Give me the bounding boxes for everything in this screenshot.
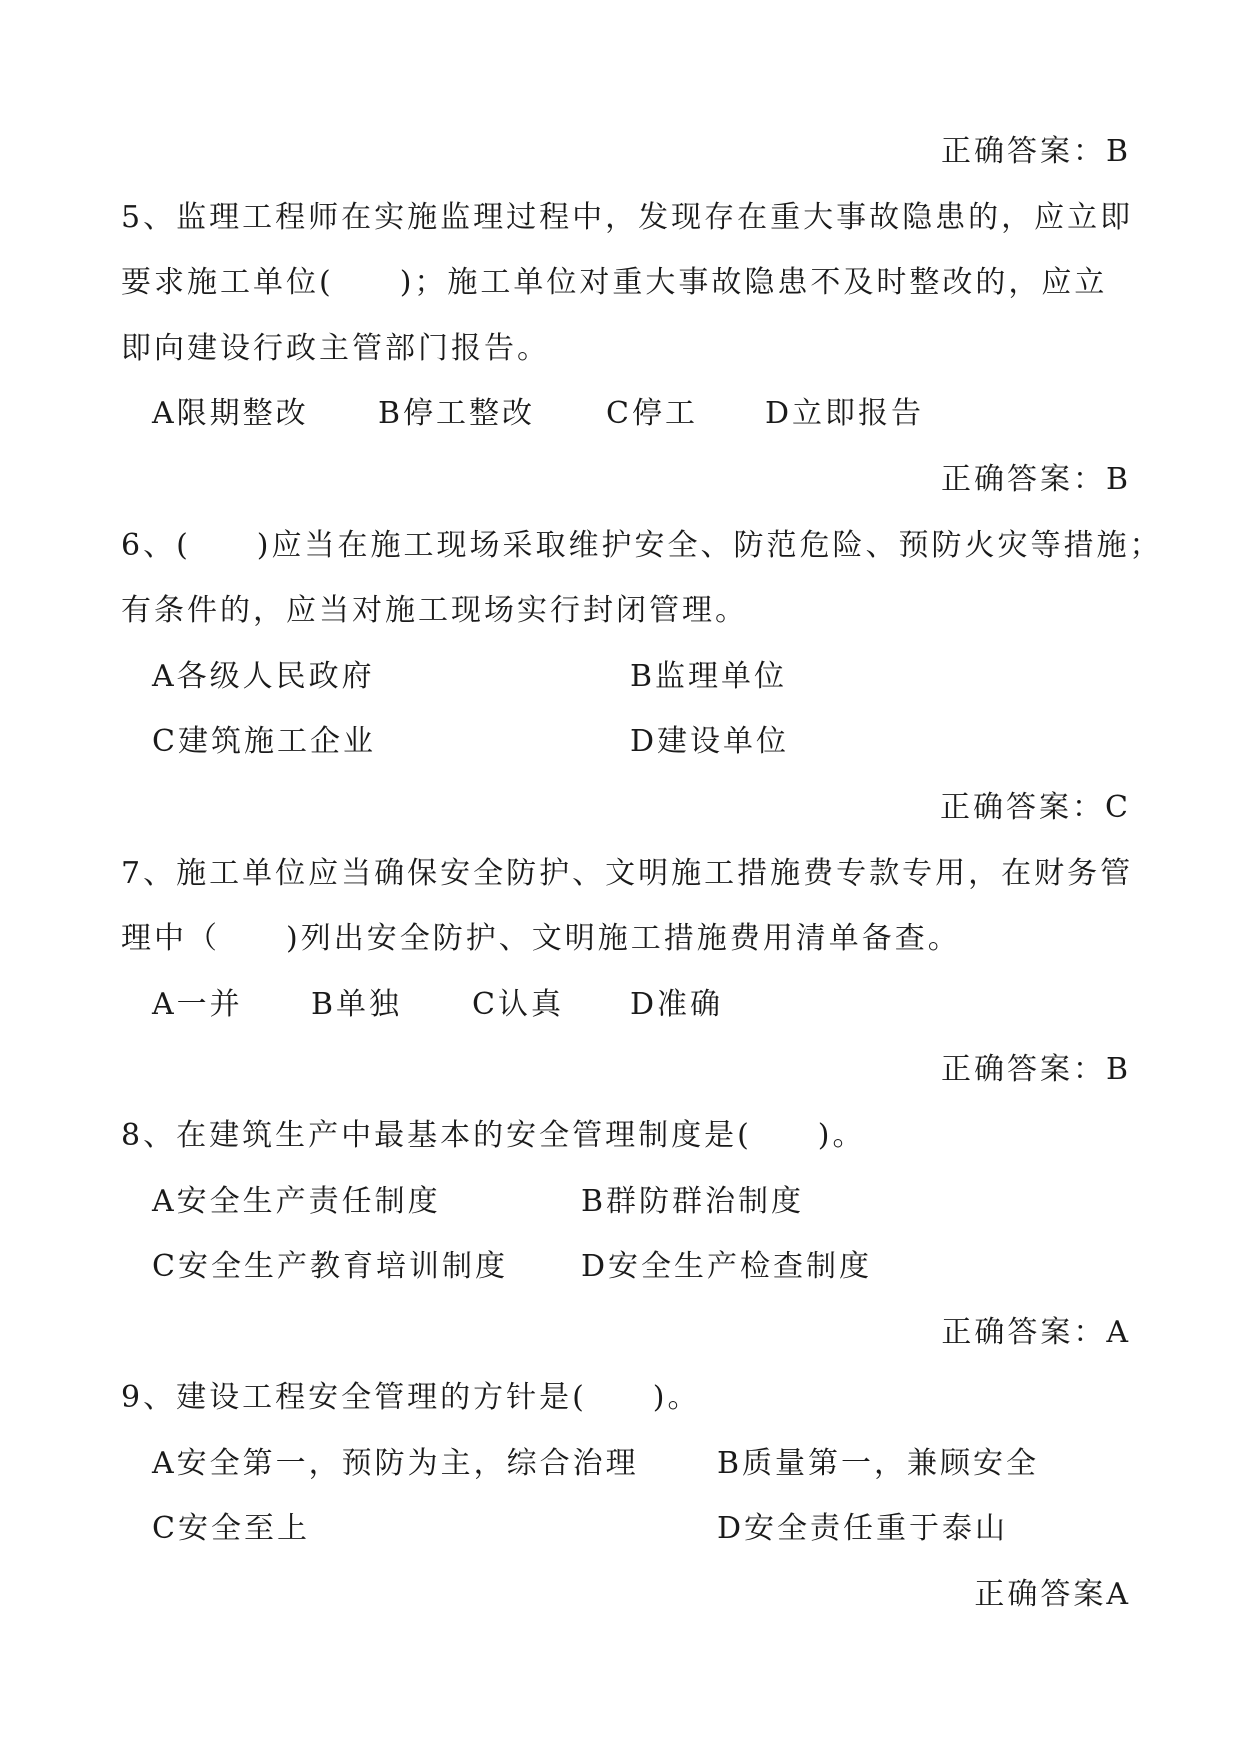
question-6-options-row-1 [0, 644, 1241, 710]
question-6-options-row-2 [0, 709, 1241, 775]
option-b: B质量第一，兼顾安全 [717, 1445, 1040, 1481]
answer-row [0, 447, 1241, 513]
question-9-answer: 正确答案A [974, 1577, 1131, 1613]
question-6-answer: 正确答案：C [940, 789, 1131, 825]
question-5-line-3 [0, 316, 1241, 382]
question-text: 有条件的，应当对施工现场实行封闭管理。 [121, 593, 748, 629]
option-c: C停工 [606, 396, 698, 432]
answer-row [0, 1562, 1241, 1628]
option-a: A安全第一，预防为主，综合治理 [152, 1445, 639, 1481]
question-9-line-1 [0, 1365, 1241, 1431]
option-c: C安全至上 [152, 1511, 310, 1547]
option-a: A安全生产责任制度 [152, 1183, 441, 1219]
question-5-options [0, 381, 1241, 447]
option-a: A一并 [152, 986, 243, 1022]
question-text: 即向建设行政主管部门报告。 [121, 330, 550, 366]
option-d: D立即报告 [765, 396, 925, 432]
question-7-line-2 [0, 906, 1241, 972]
option-d: D安全责任重于泰山 [717, 1511, 1009, 1547]
question-6-line-2 [0, 578, 1241, 644]
question-text: 6、( )应当在施工现场采取维护安全、防范危险、预防火灾等措施； [121, 527, 1163, 563]
option-b: B监理单位 [630, 658, 788, 694]
option-d: D准确 [630, 986, 724, 1022]
question-7-line-1 [0, 841, 1241, 907]
question-8-answer: 正确答案：A [941, 1314, 1131, 1350]
question-text: 5、监理工程师在实施监理过程中，发现存在重大事故隐患的，应立即 [121, 199, 1134, 235]
option-b: B单独 [311, 986, 403, 1022]
prev-answer: 正确答案：B [940, 134, 1131, 169]
answer-row [0, 1300, 1241, 1366]
question-8-line-1 [0, 1103, 1241, 1169]
question-9-options-row-2 [0, 1496, 1241, 1562]
question-text: 9、建设工程安全管理的方针是( )。 [121, 1380, 701, 1416]
question-text: 8、在建筑生产中最基本的安全管理制度是( )。 [121, 1117, 866, 1153]
question-text: 理中（ )列出安全防护、文明施工措施费用清单备查。 [121, 921, 961, 957]
question-5-line-2 [0, 250, 1241, 316]
question-text: 7、施工单位应当确保安全防护、文明施工措施费专款专用，在财务管 [121, 855, 1134, 891]
question-9-options-row-1 [0, 1431, 1241, 1497]
option-d: D安全生产检查制度 [581, 1249, 873, 1285]
question-8-options-row-1 [0, 1169, 1241, 1235]
option-a: A各级人民政府 [152, 658, 375, 694]
question-7-answer: 正确答案：B [940, 1052, 1131, 1088]
question-5-line-1 [0, 185, 1241, 251]
answer-row [0, 775, 1241, 841]
option-d: D建设单位 [630, 724, 790, 760]
question-8-options-row-2 [0, 1234, 1241, 1300]
answer-row [0, 1037, 1241, 1103]
question-6-line-1 [0, 513, 1241, 579]
question-text: 要求施工单位( )；施工单位对重大事故隐患不及时整改的，应立 [121, 265, 1108, 301]
question-7-options [0, 972, 1241, 1038]
option-a: A限期整改 [152, 396, 309, 432]
question-5-answer: 正确答案：B [940, 461, 1131, 497]
option-b: B停工整改 [378, 396, 536, 432]
answer-row [0, 119, 1241, 185]
option-c: C安全生产教育培训制度 [152, 1249, 508, 1285]
option-c: C建筑施工企业 [152, 724, 376, 760]
option-c: C认真 [472, 986, 564, 1022]
option-b: B群防群治制度 [581, 1183, 805, 1219]
